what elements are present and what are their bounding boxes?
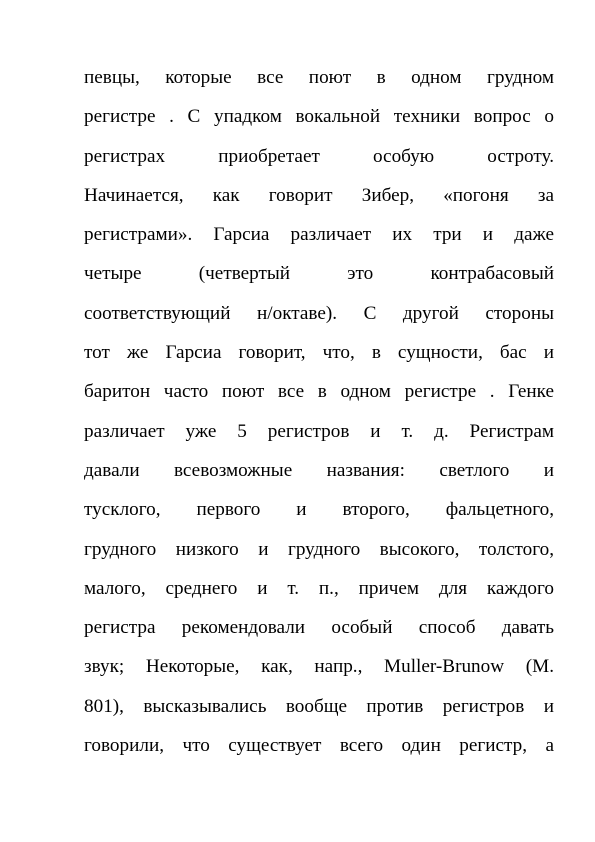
text-line: тот же Гарсиа говорит, что, в сущности, бас и bbox=[84, 342, 554, 364]
text-line: певцы, которые все поют в одном грудном bbox=[84, 67, 554, 88]
text-line: регистре . С упадком вокальной техники вопрос о bbox=[84, 106, 554, 128]
text-line: малого, среднего и т. п., причем для каждого bbox=[84, 577, 554, 599]
text-line: различает уже 5 регистров и т. д. Регистрам bbox=[84, 420, 554, 442]
text-line: регистрами». Гарсиа различает их три и даже bbox=[84, 224, 554, 246]
text-line: Начинается, как говорит Зибер, «погоня за bbox=[84, 184, 554, 206]
text-line: четыре (четвертый это контрабасовый bbox=[84, 263, 554, 285]
text-line: соответствующий н/октаве). С другой стороны bbox=[84, 302, 554, 324]
text-line: грудного низкого и грудного высокого, толстого, bbox=[84, 538, 554, 560]
text-line: звук; Некоторые, как, напр., Muller-Brunow (M. bbox=[84, 656, 554, 678]
text-line: тусклого, первого и второго, фальцетного, bbox=[84, 499, 554, 521]
text-line: говорили, что существует всего один регистр, а bbox=[84, 735, 554, 757]
text-line: давали всевозможные названия: светлого и bbox=[84, 459, 554, 481]
body-text bbox=[84, 58, 554, 765]
text-line: регистрах приобретает особую остроту. bbox=[84, 145, 554, 167]
text-line: регистра рекомендовали особый способ давать bbox=[84, 617, 554, 639]
text-line: баритон часто поют все в одном регистре . Генке bbox=[84, 381, 554, 403]
text-line: 801), высказывались вообще против регистров и bbox=[84, 695, 554, 717]
